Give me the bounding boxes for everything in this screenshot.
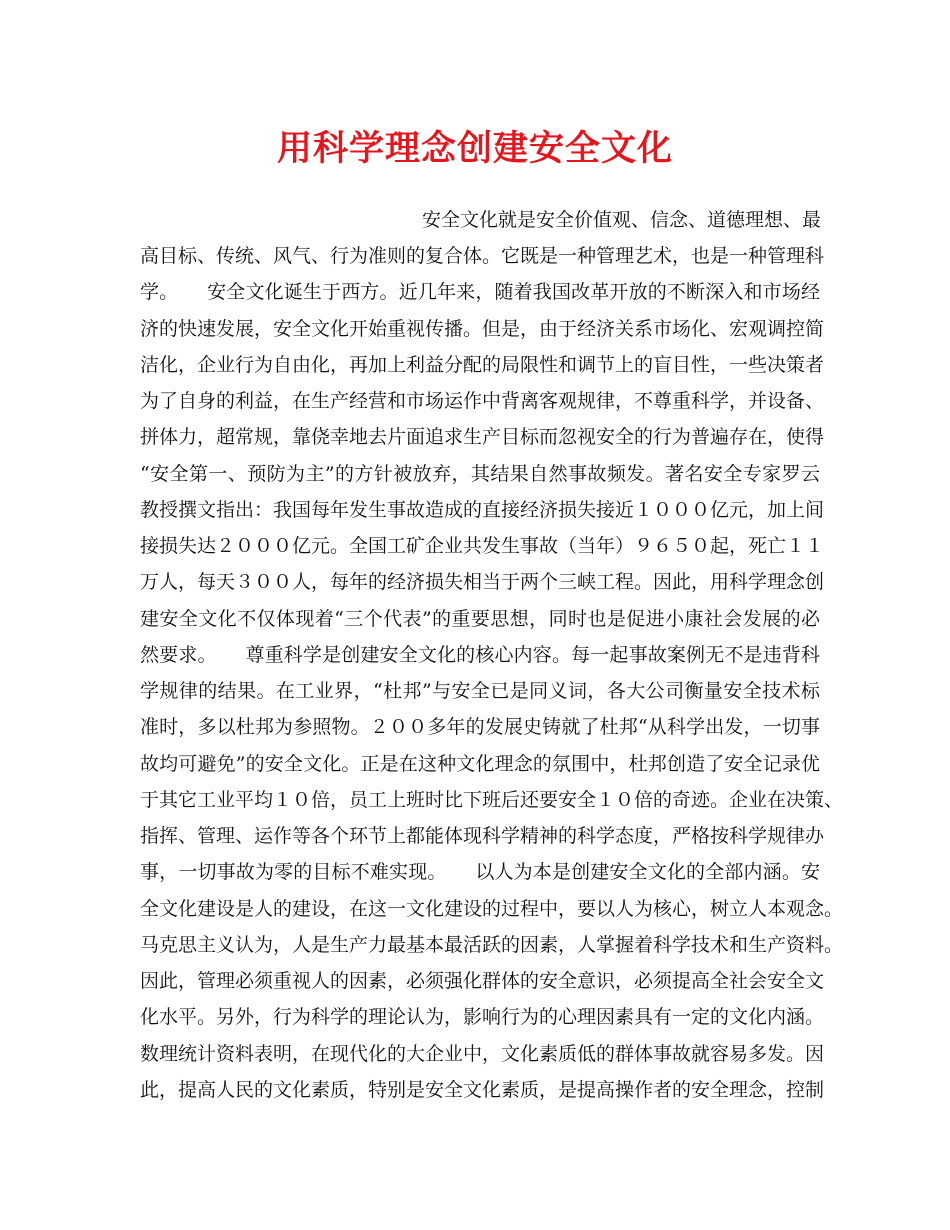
body-line: 因此，管理必须重视人的因素，必须强化群体的安全意识，必须提高全社会安全文: [140, 970, 825, 992]
body-line: 安全文化就是安全价值观、信念、道德理想、最: [422, 209, 822, 231]
body-line: 数理统计资料表明，在现代化的大企业中，文化素质低的群体事故就容易多发。因: [140, 1043, 825, 1065]
body-line: 学。 安全文化诞生于西方。近几年来，随着我国改革开放的不断深入和市场经: [140, 281, 820, 303]
body-line: 为了自身的利益，在生产经营和市场运作中背离客观规律，不尊重科学，并设备、: [140, 390, 825, 412]
body-line: 学规律的结果。在工业界，“杜邦”与安全已是同义词，各大公司衡量安全技术标: [140, 680, 820, 702]
body-line: 于其它工业平均１０倍，员工上班时比下班后还要安全１０倍的奇迹。企业在决策、: [140, 789, 844, 811]
body-line: 指挥、管理、运作等各个环节上都能体现科学精神的科学态度，严格按科学规律办: [140, 825, 825, 847]
body-line: 此，提高人民的文化素质，特别是安全文化素质，是提高操作者的安全理念，控制: [140, 1079, 825, 1101]
body-line: 接损失达２０００亿元。全国工矿企业共发生事故（当年）９６５０起，死亡１１: [140, 535, 825, 557]
body-line: 故均可避免”的安全文化。正是在这种文化理念的氛围中，杜邦创造了安全记录优: [140, 753, 820, 775]
body-line: 教授撰文指出：我国每年发生事故造成的直接经济损失接近１０００亿元，加上间: [140, 499, 825, 521]
body-line: 建安全文化不仅体现着“三个代表”的重要思想，同时也是促进小康社会发展的必: [140, 608, 820, 630]
body-line: 然要求。 尊重科学是创建安全文化的核心内容。每一起事故案例无不是违背科: [140, 644, 820, 666]
body-line: 高目标、传统、风气、行为准则的复合体。它既是一种管理艺术，也是一种管理科: [140, 245, 825, 267]
body-line: 准时，多以杜邦为参照物。２００多年的发展史铸就了杜邦“从科学出发，一切事: [140, 716, 820, 738]
body-line: 济的快速发展，安全文化开始重视传播。但是，由于经济关系市场化、宏观调控简: [140, 318, 825, 340]
body-line: “安全第一、预防为主”的方针被放弃，其结果自然事故频发。著名安全专家罗云: [140, 463, 820, 485]
body-line: 事，一切事故为零的目标不难实现。 以人为本是创建安全文化的全部内涵。安: [140, 861, 820, 883]
body-line: 全文化建设是人的建设，在这一文化建设的过程中，要以人为核心，树立人本观念。: [140, 898, 844, 920]
body-line: 马克思主义认为，人是生产力最基本最活跃的因素，人掌握着科学技术和生产资料。: [140, 934, 844, 956]
body-line: 拼体力，超常规，靠侥幸地去片面追求生产目标而忽视安全的行为普遍存在，使得: [140, 426, 825, 448]
document-title: 用科学理念创建安全文化: [276, 128, 673, 169]
body-line: 洁化，企业行为自由化，再加上利益分配的局限性和调节上的盲目性，一些决策者: [140, 354, 825, 376]
body-line: 万人，每天３００人，每年的经济损失相当于两个三峡工程。因此，用科学理念创: [140, 571, 825, 593]
body-line: 化水平。另外，行为科学的理论认为，影响行为的心理因素具有一定的文化内涵。: [140, 1006, 825, 1028]
